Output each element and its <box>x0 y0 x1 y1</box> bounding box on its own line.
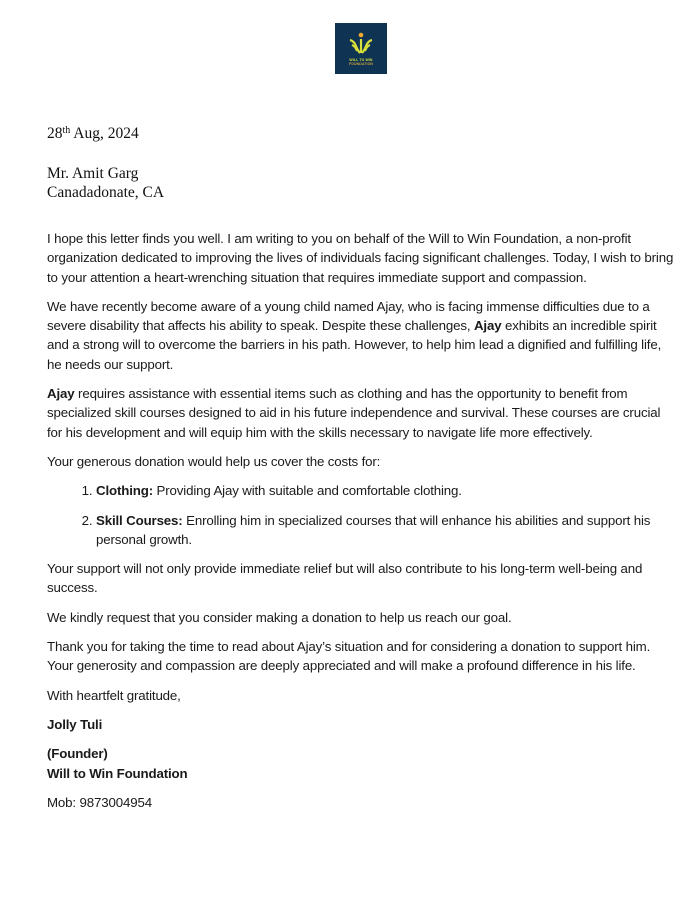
signature-block <box>47 686 677 812</box>
foundation-logo <box>335 23 387 74</box>
logo-emblem-icon <box>346 32 376 58</box>
paragraph-text: requires assistance with essential items such as clothing and has the opportunity to benefit from specialized skill courses designed to aid in his future independence and survival. These courses are crucial for his development and will equip him with the skills necessary to navigate life more effectively. <box>47 386 661 440</box>
signer-name-text: Jolly Tuli <box>47 716 103 732</box>
signer-organization-text: Will to Win Foundation <box>47 765 188 781</box>
paragraph-impact: Your support will not only provide immediate relief but will also contribute to his long-term well-being and success. <box>47 561 643 596</box>
date-month-year: Aug, 2024 <box>70 125 139 142</box>
paragraph-situation <box>47 297 677 374</box>
signer-role <box>47 744 677 763</box>
paragraph-text: We have recently become aware of a young child named Ajay, who is facing immense difficulties due to a severe disability that affects his ability to speak. Despite these challenges, <box>47 298 650 334</box>
recipient-block <box>47 164 164 202</box>
recipient-location: Canadadonate, CA <box>47 184 165 201</box>
bold-name: Ajay <box>47 386 75 402</box>
list-item-text: Providing Ajay with suitable and comfortable clothing. <box>153 483 462 499</box>
costs-list <box>47 481 677 549</box>
signer-mobile: Mob: 9873004954 <box>47 794 152 810</box>
letter-body <box>47 229 677 822</box>
logo-text-line2: FOUNDATION <box>348 61 374 66</box>
paragraph-thanks: Thank you for taking the time to read about Ajay’s situation and for considering a donation to support him. Your generosity and compassion are deeply appreciated and will make a profound difference in his life. <box>47 639 651 674</box>
date-suffix: th <box>62 125 71 136</box>
paragraph-intro: I hope this letter finds you well. I am writing to you on behalf of the Will to Win Foundation, a non-profit organization dedicated to improving the lives of individuals facing significant challenges. Today, I wish to bring to your attention a heart-wrenching situation that requires immediate support and compassion. <box>47 231 674 285</box>
bold-name: Ajay <box>473 318 502 334</box>
closing-line: With heartfelt gratitude, <box>47 687 181 703</box>
signer-organization <box>47 764 677 783</box>
list-item <box>96 481 677 500</box>
list-item <box>96 511 677 550</box>
paragraph-needs <box>47 384 677 442</box>
signer-role-text: (Founder) <box>47 746 108 762</box>
recipient-name: Mr. Amit Garg <box>47 165 139 182</box>
paragraph-request: We kindly request that you consider making a donation to help us reach our goal. <box>47 609 512 625</box>
signer-name <box>47 715 677 734</box>
list-item-text: Enrolling him in specialized courses that will enhance his abilities and support his personal growth. <box>96 512 651 547</box>
paragraph-text: exhibits an incredible spirit and a strong will to overcome the barriers in his path. However, to help him lead a dignified and fulfilling life, he needs our support. <box>47 318 662 372</box>
date-day: 28 <box>47 125 63 142</box>
letter-date <box>47 125 139 143</box>
logo-text-line1: WILL TO WIN <box>349 57 373 62</box>
list-item-title: Skill Courses: <box>96 512 183 528</box>
list-item-title: Clothing: <box>96 483 153 499</box>
paragraph-costs-intro: Your generous donation would help us cover the costs for: <box>47 453 381 469</box>
